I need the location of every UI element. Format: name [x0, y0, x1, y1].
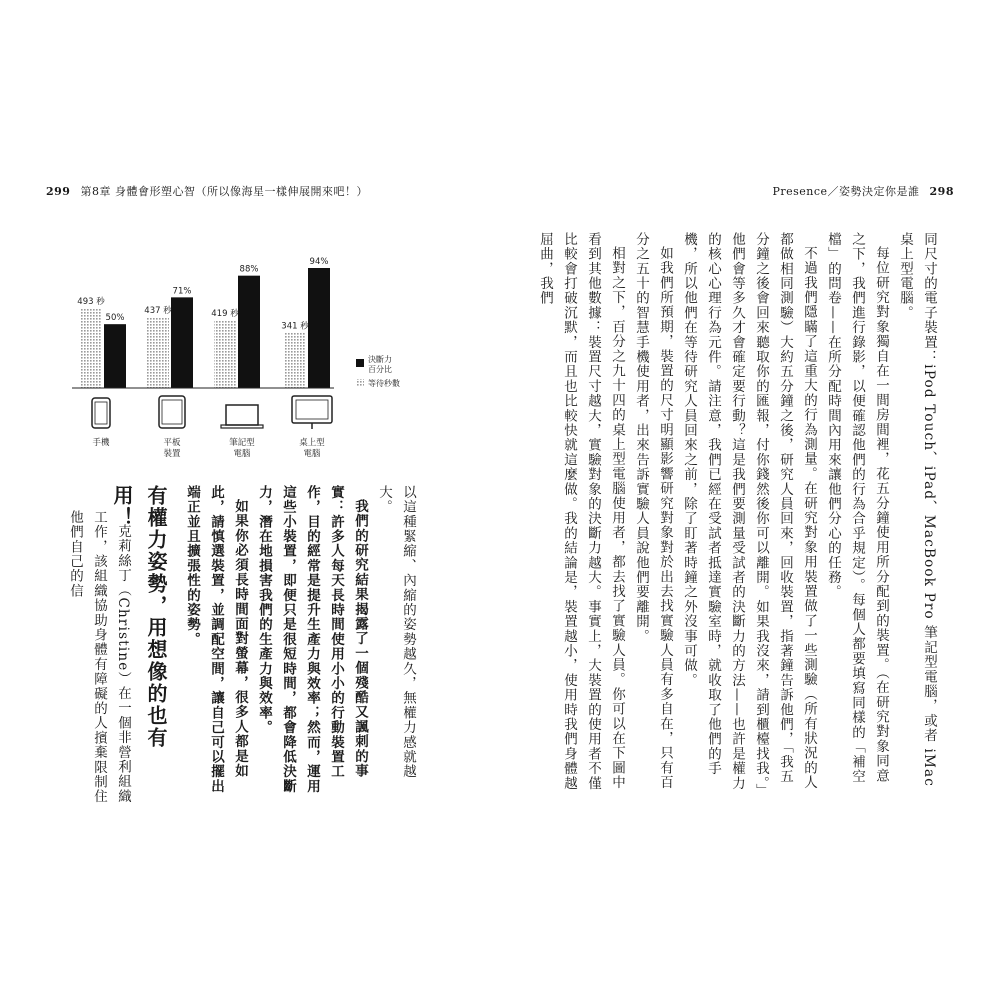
bar-percent-1 — [171, 297, 193, 388]
data-label-seconds-2: 419 秒 — [211, 309, 239, 320]
data-label-seconds-0: 493 秒 — [77, 297, 105, 307]
bar-seconds-1 — [147, 317, 169, 388]
bar-percent-0 — [104, 324, 126, 388]
right-paragraph-2: 每位研究對象獨自在一間房間裡，花五分鐘使用所分配到的裝置。（在研究對象同意之下，我們進行錄影，以便確認他們的行為合乎規定）。每個人都要填寫同樣的「補空檔」的問卷——在所分配時間內用來讓他們分心的任務。 — [825, 232, 889, 784]
bar-seconds-2 — [214, 320, 236, 388]
tablet-icon — [159, 396, 185, 428]
data-label-seconds-3: 341 秒 — [281, 321, 309, 332]
data-label-percent-1: 71% — [172, 286, 192, 297]
legend-swatch-percent — [356, 359, 364, 367]
left-page-body — [184, 485, 420, 805]
legend-label-seconds: 等待秒數 — [368, 379, 400, 388]
phone-icon — [92, 398, 110, 428]
section-heading: 有權力姿勢，用想像的也有用！ — [110, 485, 168, 749]
legend-label-percent-1: 決斷力 — [368, 355, 392, 364]
desktop-icon — [292, 396, 332, 429]
left-page-number: 299 — [46, 185, 71, 198]
device-decisiveness-chart — [72, 255, 402, 470]
right-paragraph-3: 不過我們隱瞞了這重大的行為測量。在研究對象用裝置做了一些測驗（所有狀況的人都做相同測驗）大約五分鐘之後，研究人員回來，回收裝置，指著鐘告訴他們，「我五分鐘之後會回來聽取你的匯報，付你錢然後你可以離開。如果我沒來，請到櫃檯找我。」他們會等多久才會確定要行動？這是我們要測量受試者的決斷力的方法——也許是權力的核心心理行為元件。請注意，我們已經在受試者抵達實驗室時，就收取了他們的手機，所以他們在等待研究人員回來之前，除了盯著時鐘之外沒事可做。 — [681, 232, 817, 792]
left-paragraph-2: 我們的研究結果揭露了一個殘酷又諷刺的事實：許多人每天長時間使用小小的行動裝置工作，目的經常是提升生產力與效率；然而，運用這些小裝置，即便只是很短時間，都會降低決斷力，潛在地損害我們的生產力與效率。 — [256, 485, 368, 794]
left-chapter-title: 第8章 身體會形塑心智（所以像海星一樣伸展開來吧！） — [80, 185, 368, 198]
bar-seconds-0 — [80, 308, 102, 388]
laptop-icon — [221, 405, 263, 428]
right-paragraph-4: 如我們所預期，裝置的尺寸明顯影響研究對象對於出去找實驗人員有多自在，只有百分之五十的智慧手機使用者，出來告訴實驗人員說他們要離開。 — [633, 232, 673, 790]
left-running-header — [40, 183, 368, 199]
legend-label-percent-2: 百分比 — [368, 365, 392, 374]
device-label-1-1: 裝置 — [163, 449, 181, 459]
data-label-percent-2: 88% — [239, 264, 259, 275]
left-page-body-continued — [67, 510, 135, 810]
device-label-3-0: 桌上型 — [299, 438, 325, 448]
right-paragraph-5: 相對之下，百分之九十四的桌上型電腦使用者，都去找了實驗人員。你可以在下圖中看到其他數據：裝置尺寸越大，實驗對象的決斷力越大。事實上，大裝置的使用者不僅比較會打破沉默，而且也比較快就這麼做。我的結論是，裝置越小，使用時我們身體越屈曲，我們 — [537, 232, 625, 791]
device-label-2-1: 電腦 — [233, 449, 251, 459]
right-paragraph-1: 同尺寸的電子裝置：iPod Touch、iPad、MacBook Pro 筆記型電腦，或者 iMac 桌上型電腦。 — [897, 232, 937, 788]
data-label-percent-3: 94% — [309, 257, 329, 267]
bar-percent-3 — [308, 268, 330, 388]
device-label-2-0: 筆記型 — [229, 438, 255, 448]
right-running-header — [772, 183, 960, 199]
right-page-body — [537, 232, 941, 797]
device-label-1-0: 平板 — [163, 438, 181, 448]
legend-swatch-seconds — [356, 379, 364, 387]
bar-percent-2 — [238, 276, 260, 388]
right-book-title: Presence／姿勢決定你是誰 — [772, 185, 920, 198]
right-page-number: 298 — [929, 185, 954, 198]
device-label-0-0: 手機 — [92, 438, 110, 448]
data-label-seconds-1: 437 秒 — [144, 306, 172, 317]
left-paragraph-3: 如果你必須長時間面對螢幕，很多人都是如此，請慎選裝置，並調配空間，讓自己可以擺出端正並且擴張性的姿勢。 — [184, 485, 248, 794]
data-label-percent-0: 50% — [105, 313, 125, 324]
left-paragraph-1: 以這種緊縮、內縮的姿勢越久，無權力感就越大。 — [376, 485, 416, 779]
device-label-3-1: 電腦 — [303, 449, 321, 459]
left-paragraph-4: 克莉絲丁（Christine）在一個非營利組織工作，該組織協助身體有障礙的人擯棄限制住他們自己的信 — [67, 510, 131, 804]
bar-seconds-3 — [284, 333, 306, 388]
